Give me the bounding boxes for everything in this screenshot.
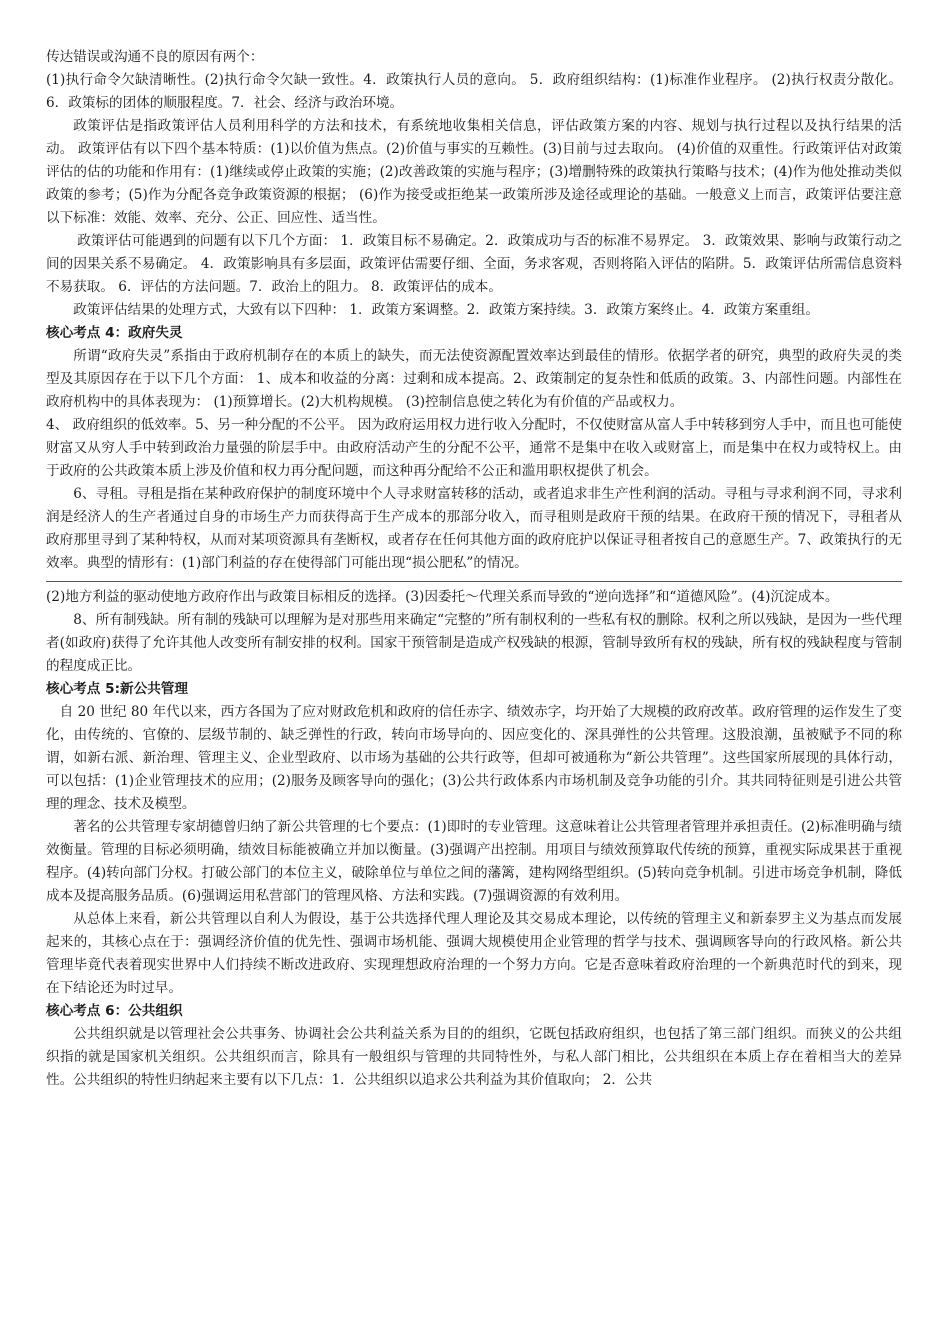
paragraph: 8、所有制残缺。所有制的残缺可以理解为是对那些用来确定“完整的”所有制权利的一些私有权的删除。权利之所以残缺，是因为一些代理者(如政府)获得了允许其他人改变所有制安排的权利。国家干预管制是造成产权残缺的根源，管制导致所有权的残缺，所有权的残缺程度与管制的程度成正比。	[46, 612, 902, 674]
paragraph: 著名的公共管理专家胡德曾归纳了新公共管理的七个要点：(1)即时的专业管理。这意味着让公共管理者管理并承担责任。(2)标准明确与绩效衡量。管理的目标必须明确，绩效目标能被确立并加以衡量。(3)强调产出控制。用项目与绩效预算取代传统的预算，重视实际成果甚于重视程序。(4)转向部门分权。打破公部门的本位主义，破除单位与单位之间的藩篱，建构网络型组织。(5)转向竞争机制。引进市场竞争机制，降低成本及提高服务品质。(6)强调运用私营部门的管理风格、方法和实践。(7)强调资源的有效利用。	[46, 819, 902, 904]
section-heading: 核心考点 5:新公共管理	[46, 681, 188, 697]
document-page	[46, 46, 902, 1092]
paragraph: 自 20 世纪 80 年代以来，西方各国为了应对财政危机和政府的信任赤字、绩效赤字，均开始了大规模的政府改革。政府管理的运作发生了变化，由传统的、官僚的、层级节制的、缺乏弹性的行政，转向市场导向的、因应变化的、深具弹性的公共管理。这股浪潮，虽被赋予不同的称谓，如新右派、新治理、管理主义、企业型政府、以市场为基础的公共行政等，但却可被通称为“新公共管理”。这些国家所展现的具体行动，可以包括：(1)企业管理技术的应用；(2)服务及顾客导向的强化；(3)公共行政体系内市场机制及竞争功能的引介。其共同特征则是引进公共管理的理念、技术及模型。	[46, 704, 902, 812]
paragraph: 政策评估结果的处理方式，大致有以下四种： 1．政策方案调整。2．政策方案持续。3．政策方案终止。4．政策方案重组。	[73, 302, 819, 318]
paragraph: 公共组织就是以管理社会公共事务、协调社会公共利益关系为目的的组织，它既包括政府组织，也包括了第三部门组织。而狭义的公共组织指的就是国家机关组织。公共组织而言，除具有一般组织与管理的共同特性外，与私人部门相比，公共组织在本质上存在着相当大的差异性。公共组织的特性归纳起来主要有以下几点：1．公共组织以追求公共利益为其价值取向； 2．公共	[46, 1026, 902, 1088]
paragraph: 政策评估是指政策评估人员利用科学的方法和技术，有系统地收集相关信息，评估政策方案的内容、规划与执行过程以及执行结果的活动。 政策评估有以下四个基本特质：(1)以价值为焦点。(2)价值与事实的互赖性。(3)目前与过去取向。 (4)价值的双重性。行政策评估对政策评估的估的功能和作用有：(1)继续或停止政策的实施；(2)改善政策的实施与程序；(3)增删特殊的政策执行策略与技术；(4)作为他处推动类似政策的参考；(5)作为分配各竞争政策资源的根据； (6)作为接受或拒绝某一政策所涉及途径或理论的基础。一般意义上而言，政策评估要注意以下标准：效能、效率、充分、公正、回应性、适当性。	[46, 118, 902, 226]
paragraph: 所谓“政府失灵”系指由于政府机制存在的本质上的缺失，而无法使资源配置效率达到最佳的情形。依据学者的研究，典型的政府失灵的类型及其原因存在于以下几个方面： 1、成本和收益的分离：过剩和成本提高。2、政策制定的复杂性和低质的政策。3、内部性问题。内部性在政府机构中的具体表现为： (1)预算增长。(2)大机构规模。 (3)控制信息使之转化为有价值的产品或权力。	[46, 348, 902, 410]
paragraph: 从总体上来看，新公共管理以自利人为假设，基于公共选择代理人理论及其交易成本理论，以传统的管理主义和新泰罗主义为基点而发展起来的，其核心点在于：强调经济价值的优先性、强调市场机能、强调大规模使用企业管理的哲学与技术、强调顾客导向的行政风格。新公共管理毕竟代表着现实世界中人们持续不断改进政府、实现理想政府治理的一个努力方向。它是否意味着政府治理的一个新典范时代的到来，现在下结论还为时过早。	[46, 911, 902, 996]
paragraph: 政策评估可能遇到的问题有以下几个方面： 1．政策目标不易确定。2．政策成功与否的标准不易界定。 3．政策效果、影响与政策行动之间的因果关系不易确定。 4．政策影响具有多层面，政策评估需要仔细、全面，务求客观，否则将陷入评估的陷阱。5．政策评估所需信息资料不易获取。 6．评估的方法问题。7．政治上的阻力。 8．政策评估的成本。	[46, 233, 902, 295]
paragraph: 6、寻租。寻租是指在某种政府保护的制度环境中个人寻求财富转移的活动，或者追求非生产性利润的活动。寻租与寻求利润不同，寻求利润是经济人的生产者通过自身的市场生产力而获得高于生产成本的那部分收入，而寻租则是政府干预的结果。在政府干预的情况下，寻租者从政府那里寻到了某种特权，从而对某项资源具有垄断权，或者存在任何其他方面的政府庇护以保证寻租者按自己的意愿生产。7、政策执行的无效率。典型的情形有：(1)部门利益的存在使得部门可能出现“损公肥私”的情况。	[46, 486, 902, 571]
section-heading: 核心考点 4：政府失灵	[46, 325, 183, 341]
section-heading: 核心考点 6：公共组织	[46, 1003, 183, 1019]
paragraph: (2)地方利益的驱动使地方政府作出与政策目标相反的选择。(3)因委托～代理关系而导致的“逆向选择”和“道德风险”。(4)沉淀成本。	[46, 589, 839, 605]
paragraph: 传达错误或沟通不良的原因有两个：	[46, 49, 264, 65]
paragraph: 4、 政府组织的低效率。5、另一种分配的不公平。 因为政府运用权力进行收入分配时，不仅使财富从富人手中转移到穷人手中，而且也可能使财富又从穷人手中转到政治力量强的阶层手中。由政府活动产生的分配不公平，通常不是集中在收入或财富上，而是集中在权力或特权上。由于政府的公共政策本质上涉及价值和权力再分配问题，而这种再分配给不公正和滥用职权提供了机会。	[46, 417, 902, 479]
paragraph: (1)执行命令欠缺清晰性。(2)执行命令欠缺一致性。4．政策执行人员的意向。 5．政府组织结构：(1)标准作业程序。 (2)执行权责分散化。 6．政策标的团体的顺服程度。7．社会、经济与政治环境。	[46, 72, 902, 111]
page-divider	[46, 581, 902, 582]
